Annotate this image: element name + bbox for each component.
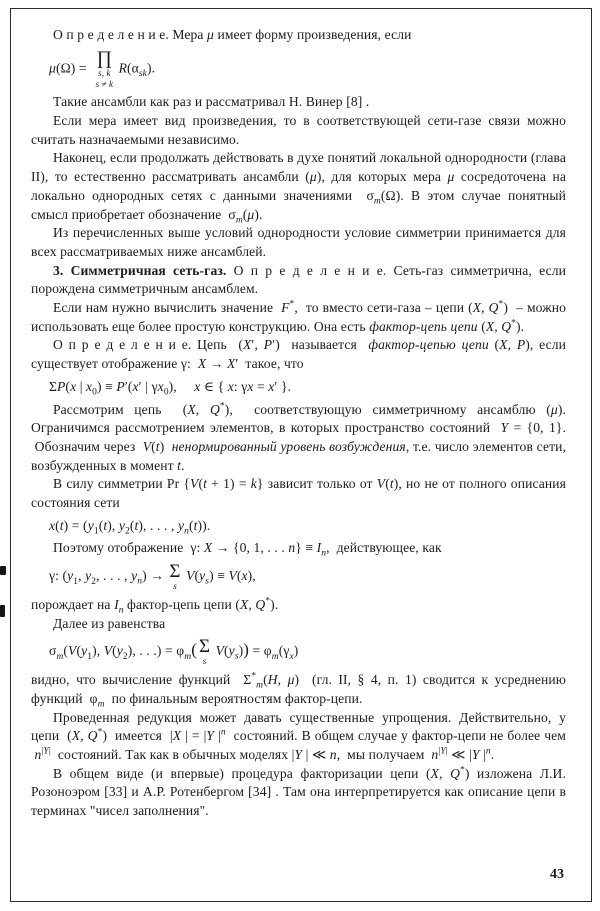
paragraph-averaging-functions: видно, что вычисление функций $\Sigma^*_m(H$, μ) (гл. II, § 4, п. 1) сводится к усреднению функций $\varphi_m$ по финальным вероятностям фактор-цепи.	[31, 671, 566, 710]
paragraph-generates-factor-chain: порождает на $I_n$ фактор-цепь цепи (X, Q*).	[31, 596, 279, 616]
paragraph-symmetry-probability: В силу симметрии Pr {V(t + 1) = k} зависит только от V(t), но не от полного описания состояния сети	[31, 476, 566, 511]
paragraph-reduction-simplification: Проведенная редукция может давать существенные упрощения. Действительно, у цепи (X, Q*) имеется |X | = |Y $|^n$ состояний. В общем случае у фактор-цепи не более чем $n^{|Y|}$ состояний. Так как в обычных моделях |Y | ≪ n, мы получаем $n^{|Y|}$ ≪ |Y $|^n$.	[31, 709, 567, 762]
formula-sigma-phi: $\sigma_m(V(y_1)$, $V(y_2)$, . . .) = $\varphi_m$( Σ s $V(y_s)) = \varphi_m(\gamma_x)$	[49, 636, 299, 667]
paragraph-definition-measure: О п р е д е л е н и е. Мера μ имеет форму произведения, если	[53, 27, 412, 42]
formula-factor-chain-mapping: ΣP(x | $x_0) \equiv P'(x'$ | $\gamma x_0$), x ∈ { x: γx = x′ }.	[49, 378, 292, 398]
scan-artifact	[0, 566, 6, 575]
paragraph-mapping-gamma: Поэтому отображение γ: X → {0, 1, . . . $n\} \equiv I_n$, действующее, как	[53, 540, 442, 560]
formula-product-measure: μ(Ω) = ∏ s, k s ≠ k $R(\alpha_{sk})$.	[49, 47, 156, 89]
page-content	[31, 26, 566, 821]
paragraph-local-homogeneity: Наконец, если продолжать действовать в духе понятий локальной однородности (глава II), то естественно рассматривать ансамбли (μ), для которых мера μ сосредоточена на локально однородных сетях с данными значениями $\sigma_m(\Omega)$. В этом случае понятный смысл приобретает обозначение $\sigma_m(\mu)$.	[31, 150, 566, 226]
formula-state-vector: $x(t) = (y_1(t)$, $y_2(t)$, . . . , $y_n(t)$).	[49, 517, 211, 537]
paragraph-wiener-ensembles: Такие ансамбли как раз и рассматривал Н. Винер [8] .	[53, 94, 370, 110]
paragraph-section-3-symmetric-net: 3. Симметричная сеть-газ. О п р е д е л е н и е. Сеть-газ симметрична, если порождена симметричным ансамблем.	[31, 262, 566, 297]
page-number: 43	[550, 867, 564, 882]
scan-artifact	[0, 605, 5, 617]
paragraph-consider-chain: Рассмотрим цепь (X, Q*), соответствующую симметричному ансамблю (μ). Ограничимся рассмотрением элементов, в которых пространство состояний Y = {0, 1}. Обозначим через V(t) ненормированный уровень возбуждения, т.е. число элементов сети, возбужденных в момент t.	[31, 401, 566, 473]
paragraph-independent-links: Если мера имеет вид произведения, то в соответствующей сети-газе связи можно считать назначаемыми независимо.	[31, 113, 566, 147]
formula-gamma-sum: γ: ($y_1$, $y_2$, . . . , $y_n$) → Σ s $V(y_s) \equiv V(x)$,	[49, 561, 256, 592]
paragraph-definition-factor-chain: О п р е д е л е н и е. Цепь (X′, P′) называется фактор-цепью цепи (X, P), если существует отображение γ: X → X′ такое, что	[31, 337, 566, 372]
paragraph-rozonoer-rotenberg: В общем виде (и впервые) процедура факторизации цепи (X, Q*) изложена Л.И. Розоноэром [33] и А.Р. Ротенбергом [34] . Там она интерпретируется как описание цепи в терминах "чисел заполнения".	[31, 765, 566, 819]
paragraph-factor-chain-intro: Если нам нужно вычислить значение F*, то вместо сети-газа – цепи (X, Q*) – можно использовать еще более простую конструкцию. Она есть фактор-цепь цепи (X, Q*).	[31, 299, 566, 334]
paragraph-symmetry-condition: Из перечисленных выше условий однородности условие симметрии принимается для всех рассматриваемых ниже ансамблей.	[31, 225, 566, 259]
paragraph-further-equality: Далее из равенства	[53, 615, 166, 631]
